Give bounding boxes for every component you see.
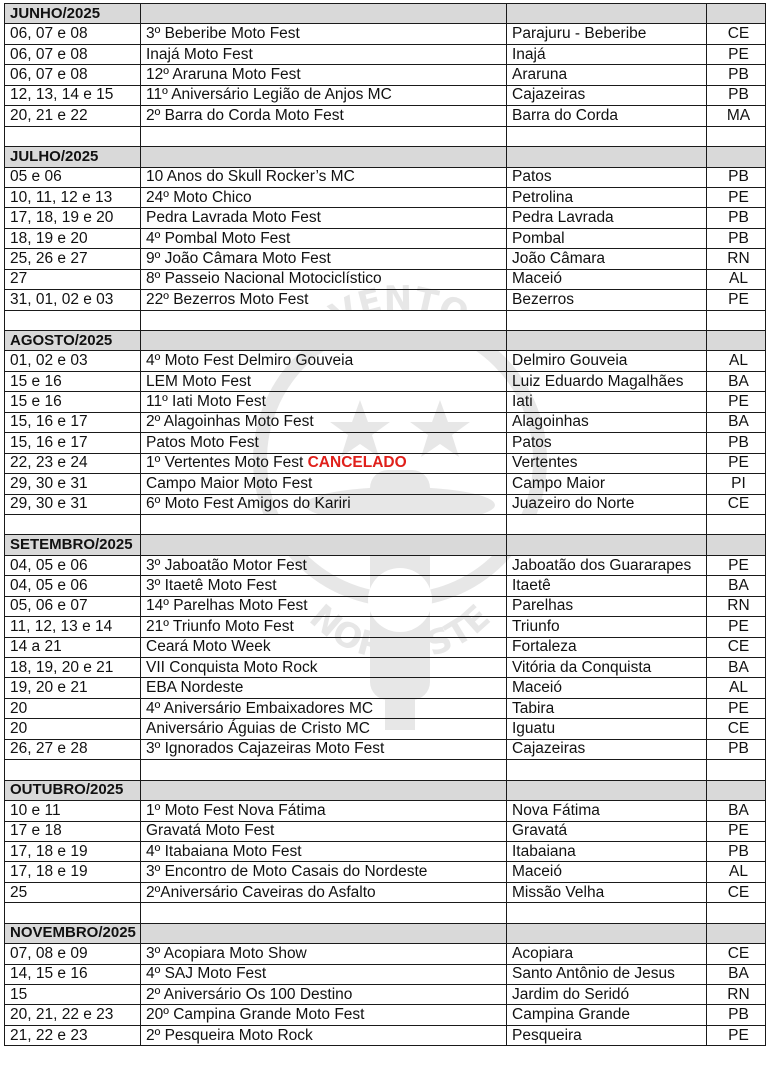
event-city: Pombal xyxy=(507,228,707,248)
event-date: 20, 21, 22 e 23 xyxy=(5,1005,141,1025)
month-title: SETEMBRO/2025 xyxy=(5,535,141,555)
event-name-cell xyxy=(141,985,507,1005)
event-date: 26, 27 e 28 xyxy=(5,739,141,759)
spacer-cell xyxy=(141,514,507,534)
event-date: 15, 16 e 17 xyxy=(5,412,141,432)
event-row xyxy=(5,617,766,637)
month-title: OUTUBRO/2025 xyxy=(5,780,141,800)
event-name: 4º Aniversário Embaixadores MC xyxy=(146,699,374,717)
event-row xyxy=(5,801,766,821)
spacer-cell xyxy=(5,903,141,923)
month-header-cell xyxy=(707,535,766,555)
event-name-cell xyxy=(141,412,507,432)
event-row xyxy=(5,269,766,289)
month-title: NOVEMBRO/2025 xyxy=(5,923,141,943)
event-row xyxy=(5,433,766,453)
event-state: PE xyxy=(707,290,766,310)
event-city: Fortaleza xyxy=(507,637,707,657)
spacer-cell xyxy=(141,760,507,780)
event-name: 3º Itaetê Moto Fest xyxy=(146,576,277,594)
event-row xyxy=(5,882,766,902)
events-schedule-table xyxy=(4,3,766,1046)
event-name: VII Conquista Moto Rock xyxy=(146,658,318,676)
event-date: 06, 07 e 08 xyxy=(5,44,141,64)
event-date: 05 e 06 xyxy=(5,167,141,187)
event-city: Patos xyxy=(507,167,707,187)
event-name-cell xyxy=(141,249,507,269)
event-date: 17, 18, 19 e 20 xyxy=(5,208,141,228)
month-header-row xyxy=(5,535,766,555)
event-name: 1º Moto Fest Nova Fátima xyxy=(146,801,326,819)
event-city: Jaboatão dos Guararapes xyxy=(507,555,707,575)
event-state: PB xyxy=(707,85,766,105)
event-date: 12, 13, 14 e 15 xyxy=(5,85,141,105)
event-state: AL xyxy=(707,862,766,882)
event-name-cell xyxy=(141,228,507,248)
event-state: BA xyxy=(707,658,766,678)
event-state: PE xyxy=(707,187,766,207)
event-name: 10 Anos do Skull Rocker’s MC xyxy=(146,168,355,186)
event-state: PB xyxy=(707,739,766,759)
event-name-cell xyxy=(141,617,507,637)
event-state: CE xyxy=(707,494,766,514)
event-state: PB xyxy=(707,433,766,453)
event-state: CE xyxy=(707,24,766,44)
event-name-cell xyxy=(141,65,507,85)
event-date: 14, 15 e 16 xyxy=(5,964,141,984)
event-city: Iguatu xyxy=(507,719,707,739)
event-state: BA xyxy=(707,576,766,596)
event-name: Ceará Moto Week xyxy=(146,638,271,656)
event-state: BA xyxy=(707,801,766,821)
event-name-cell xyxy=(141,269,507,289)
event-row xyxy=(5,985,766,1005)
event-city: Inajá xyxy=(507,44,707,64)
event-city: Santo Antônio de Jesus xyxy=(507,964,707,984)
event-city: Alagoinhas xyxy=(507,412,707,432)
event-row xyxy=(5,187,766,207)
event-state: AL xyxy=(707,678,766,698)
event-state: PE xyxy=(707,1025,766,1045)
event-row xyxy=(5,1005,766,1025)
event-date: 25 xyxy=(5,882,141,902)
spacer-cell xyxy=(141,310,507,330)
spacer-row xyxy=(5,903,766,923)
event-name: 11º Iati Moto Fest xyxy=(146,393,266,411)
event-city: Parelhas xyxy=(507,596,707,616)
event-city: Maceió xyxy=(507,269,707,289)
month-title: JULHO/2025 xyxy=(5,147,141,167)
event-name-cell xyxy=(141,24,507,44)
month-header-row xyxy=(5,923,766,943)
event-name: 8º Passeio Nacional Motociclístico xyxy=(146,270,382,288)
event-city: Iati xyxy=(507,392,707,412)
event-name-cell xyxy=(141,739,507,759)
month-header-cell xyxy=(507,535,707,555)
event-city: Vitória da Conquista xyxy=(507,658,707,678)
event-date: 27 xyxy=(5,269,141,289)
event-city: Juazeiro do Norte xyxy=(507,494,707,514)
spacer-row xyxy=(5,514,766,534)
event-city: Bezerros xyxy=(507,290,707,310)
event-row xyxy=(5,371,766,391)
event-row xyxy=(5,351,766,371)
spacer-cell xyxy=(707,126,766,146)
month-header-row xyxy=(5,780,766,800)
event-city: Barra do Corda xyxy=(507,106,707,126)
month-header-cell xyxy=(141,4,507,24)
event-name-cell xyxy=(141,882,507,902)
month-header-row xyxy=(5,4,766,24)
spacer-cell xyxy=(141,903,507,923)
month-header-cell xyxy=(707,147,766,167)
event-name-cell xyxy=(141,392,507,412)
event-name: 22º Bezerros Moto Fest xyxy=(146,290,309,308)
event-state: PE xyxy=(707,392,766,412)
event-row xyxy=(5,739,766,759)
month-header-cell xyxy=(707,780,766,800)
event-state: PB xyxy=(707,65,766,85)
event-date: 06, 07 e 08 xyxy=(5,24,141,44)
event-name: 2ºAniversário Caveiras do Asfalto xyxy=(146,883,376,901)
watermark-bottom-text: NORDESTE xyxy=(301,596,499,670)
event-city: Pedra Lavrada xyxy=(507,208,707,228)
event-name: 3º Ignorados Cajazeiras Moto Fest xyxy=(146,740,385,758)
event-city: Delmiro Gouveia xyxy=(507,351,707,371)
event-state: PE xyxy=(707,555,766,575)
event-name-cell xyxy=(141,576,507,596)
event-state: PB xyxy=(707,1005,766,1025)
event-name-cell xyxy=(141,187,507,207)
event-state: MA xyxy=(707,106,766,126)
event-date: 07, 08 e 09 xyxy=(5,944,141,964)
spacer-cell xyxy=(507,514,707,534)
event-row xyxy=(5,453,766,473)
event-date: 06, 07 e 08 xyxy=(5,65,141,85)
event-date: 20 xyxy=(5,698,141,718)
event-name: 3º Acopiara Moto Show xyxy=(146,944,307,962)
event-city: Vertentes xyxy=(507,453,707,473)
spacer-cell xyxy=(5,310,141,330)
event-row xyxy=(5,44,766,64)
event-date: 15, 16 e 17 xyxy=(5,433,141,453)
event-name: 2º Barra do Corda Moto Fest xyxy=(146,106,344,124)
event-state: CE xyxy=(707,719,766,739)
event-date: 10, 11, 12 e 13 xyxy=(5,187,141,207)
event-row xyxy=(5,474,766,494)
event-name-cell xyxy=(141,801,507,821)
event-row xyxy=(5,208,766,228)
month-header-cell xyxy=(141,780,507,800)
event-name: Campo Maior Moto Fest xyxy=(146,474,313,492)
cancelled-badge: CANCELADO xyxy=(307,454,407,472)
month-header-row xyxy=(5,147,766,167)
event-name: Gravatá Moto Fest xyxy=(146,822,275,840)
event-row xyxy=(5,167,766,187)
spacer-cell xyxy=(707,760,766,780)
event-name-cell xyxy=(141,841,507,861)
event-name: 3º Jaboatão Motor Fest xyxy=(146,556,307,574)
month-title: AGOSTO/2025 xyxy=(5,331,141,351)
event-name: 4º Moto Fest Delmiro Gouveia xyxy=(146,352,354,370)
event-date: 04, 05 e 06 xyxy=(5,555,141,575)
event-city: Maceió xyxy=(507,678,707,698)
event-name: 21º Triunfo Moto Fest xyxy=(146,617,294,635)
event-date: 20 xyxy=(5,719,141,739)
event-name: Aniversário Águias de Cristo MC xyxy=(146,720,370,738)
event-name: 11º Aniversário Legião de Anjos MC xyxy=(146,86,392,104)
event-date: 15 e 16 xyxy=(5,371,141,391)
event-date: 29, 30 e 31 xyxy=(5,494,141,514)
event-date: 11, 12, 13 e 14 xyxy=(5,617,141,637)
event-name-cell xyxy=(141,208,507,228)
event-row xyxy=(5,678,766,698)
event-name-cell xyxy=(141,433,507,453)
spacer-cell xyxy=(507,126,707,146)
event-row xyxy=(5,596,766,616)
event-date: 01, 02 e 03 xyxy=(5,351,141,371)
event-name-cell xyxy=(141,290,507,310)
event-city: Gravatá xyxy=(507,821,707,841)
event-date: 19, 20 e 21 xyxy=(5,678,141,698)
event-name: Pedra Lavrada Moto Fest xyxy=(146,209,321,227)
watermark-top-text: ENT xyxy=(353,278,442,326)
event-name-cell xyxy=(141,862,507,882)
event-date: 22, 23 e 24 xyxy=(5,453,141,473)
event-row xyxy=(5,944,766,964)
spacer-cell xyxy=(5,514,141,534)
month-header-cell xyxy=(707,4,766,24)
month-header-cell xyxy=(707,331,766,351)
event-name-cell xyxy=(141,698,507,718)
event-state: PB xyxy=(707,841,766,861)
event-name: 2º Alagoinhas Moto Fest xyxy=(146,413,314,431)
month-header-cell xyxy=(507,4,707,24)
event-row xyxy=(5,85,766,105)
month-header-cell xyxy=(707,923,766,943)
event-name: 4º Itabaiana Moto Fest xyxy=(146,842,302,860)
event-date: 18, 19, 20 e 21 xyxy=(5,658,141,678)
spacer-cell xyxy=(507,903,707,923)
event-name: 6º Moto Fest Amigos do Kariri xyxy=(146,495,351,513)
event-name: 14º Parelhas Moto Fest xyxy=(146,597,308,615)
event-state: RN xyxy=(707,596,766,616)
event-name-cell xyxy=(141,494,507,514)
event-name-cell xyxy=(141,44,507,64)
month-header-cell xyxy=(141,331,507,351)
event-date: 29, 30 e 31 xyxy=(5,474,141,494)
event-state: CE xyxy=(707,944,766,964)
event-state: PE xyxy=(707,821,766,841)
event-city: Nova Fátima xyxy=(507,801,707,821)
event-name: 24º Moto Chico xyxy=(146,188,252,206)
event-state: PB xyxy=(707,208,766,228)
event-name-cell xyxy=(141,371,507,391)
event-date: 18, 19 e 20 xyxy=(5,228,141,248)
spacer-cell xyxy=(507,760,707,780)
event-row xyxy=(5,412,766,432)
event-row xyxy=(5,719,766,739)
event-name: 4º SAJ Moto Fest xyxy=(146,965,267,983)
event-city: Missão Velha xyxy=(507,882,707,902)
event-name-cell xyxy=(141,453,507,473)
event-name-cell xyxy=(141,351,507,371)
month-header-cell xyxy=(507,923,707,943)
month-title: JUNHO/2025 xyxy=(5,4,141,24)
event-row xyxy=(5,658,766,678)
spacer-cell xyxy=(707,903,766,923)
event-name: Inajá Moto Fest xyxy=(146,45,253,63)
event-name: 2º Aniversário Os 100 Destino xyxy=(146,985,353,1003)
spacer-row xyxy=(5,126,766,146)
spacer-cell xyxy=(507,310,707,330)
event-row xyxy=(5,964,766,984)
event-state: PB xyxy=(707,228,766,248)
event-name-cell xyxy=(141,719,507,739)
event-name-cell xyxy=(141,106,507,126)
event-row xyxy=(5,637,766,657)
event-date: 10 e 11 xyxy=(5,801,141,821)
event-row xyxy=(5,392,766,412)
event-row xyxy=(5,494,766,514)
event-name: Patos Moto Fest xyxy=(146,433,259,451)
event-name-cell xyxy=(141,944,507,964)
event-city: João Câmara xyxy=(507,249,707,269)
event-city: Araruna xyxy=(507,65,707,85)
event-row xyxy=(5,555,766,575)
event-city: Campo Maior xyxy=(507,474,707,494)
event-city: Itabaiana xyxy=(507,841,707,861)
event-name: 9º João Câmara Moto Fest xyxy=(146,249,331,267)
spacer-cell xyxy=(707,310,766,330)
spacer-cell xyxy=(5,126,141,146)
event-city: Luiz Eduardo Magalhães xyxy=(507,371,707,391)
spacer-cell xyxy=(5,760,141,780)
event-date: 20, 21 e 22 xyxy=(5,106,141,126)
month-header-cell xyxy=(141,147,507,167)
event-date: 17, 18 e 19 xyxy=(5,841,141,861)
event-name: 2º Pesqueira Moto Rock xyxy=(146,1026,313,1044)
month-header-cell xyxy=(141,535,507,555)
spacer-row xyxy=(5,760,766,780)
event-row xyxy=(5,290,766,310)
event-city: Campina Grande xyxy=(507,1005,707,1025)
event-row xyxy=(5,862,766,882)
event-name-cell xyxy=(141,474,507,494)
spacer-row xyxy=(5,310,766,330)
event-city: Tabira xyxy=(507,698,707,718)
event-name-cell xyxy=(141,167,507,187)
event-state: BA xyxy=(707,412,766,432)
event-state: AL xyxy=(707,269,766,289)
event-city: Maceió xyxy=(507,862,707,882)
event-date: 31, 01, 02 e 03 xyxy=(5,290,141,310)
event-date: 14 a 21 xyxy=(5,637,141,657)
event-name-cell xyxy=(141,85,507,105)
event-state: CE xyxy=(707,882,766,902)
event-name-cell xyxy=(141,964,507,984)
event-state: CE xyxy=(707,637,766,657)
event-state: PE xyxy=(707,698,766,718)
event-city: Jardim do Seridó xyxy=(507,985,707,1005)
event-row xyxy=(5,228,766,248)
event-date: 25, 26 e 27 xyxy=(5,249,141,269)
month-header-cell xyxy=(141,923,507,943)
event-row xyxy=(5,698,766,718)
month-header-cell xyxy=(507,331,707,351)
event-date: 17, 18 e 19 xyxy=(5,862,141,882)
event-date: 15 xyxy=(5,985,141,1005)
event-name: 12º Araruna Moto Fest xyxy=(146,66,301,84)
event-name-cell xyxy=(141,658,507,678)
event-state: BA xyxy=(707,371,766,391)
event-city: Acopiara xyxy=(507,944,707,964)
event-name-cell xyxy=(141,1025,507,1045)
event-city: Patos xyxy=(507,433,707,453)
event-name-cell xyxy=(141,821,507,841)
event-city: Itaetê xyxy=(507,576,707,596)
event-row xyxy=(5,841,766,861)
event-name: 3º Encontro de Moto Casais do Nordeste xyxy=(146,863,428,881)
event-city: Parajuru - Beberibe xyxy=(507,24,707,44)
month-header-row xyxy=(5,331,766,351)
event-date: 21, 22 e 23 xyxy=(5,1025,141,1045)
event-name: 20º Campina Grande Moto Fest xyxy=(146,1006,365,1024)
event-name-cell xyxy=(141,555,507,575)
event-city: Cajazeiras xyxy=(507,85,707,105)
event-row xyxy=(5,106,766,126)
event-name: 4º Pombal Moto Fest xyxy=(146,229,291,247)
event-state: PB xyxy=(707,167,766,187)
event-name: EBA Nordeste xyxy=(146,679,244,697)
event-name-cell xyxy=(141,678,507,698)
spacer-cell xyxy=(141,126,507,146)
event-city: Triunfo xyxy=(507,617,707,637)
event-date: 04, 05 e 06 xyxy=(5,576,141,596)
event-state: PE xyxy=(707,453,766,473)
event-state: PE xyxy=(707,617,766,637)
event-state: BA xyxy=(707,964,766,984)
event-row xyxy=(5,576,766,596)
event-city: Petrolina xyxy=(507,187,707,207)
event-date: 15 e 16 xyxy=(5,392,141,412)
event-row xyxy=(5,65,766,85)
event-state: RN xyxy=(707,985,766,1005)
event-name-cell xyxy=(141,596,507,616)
event-row xyxy=(5,1025,766,1045)
event-state: RN xyxy=(707,249,766,269)
event-name: LEM Moto Fest xyxy=(146,372,252,390)
event-date: 05, 06 e 07 xyxy=(5,596,141,616)
event-state: PE xyxy=(707,44,766,64)
event-city: Pesqueira xyxy=(507,1025,707,1045)
event-state: AL xyxy=(707,351,766,371)
spacer-cell xyxy=(707,514,766,534)
event-name: 1º Vertentes Moto Fest xyxy=(146,454,304,472)
event-state: PI xyxy=(707,474,766,494)
event-name-cell xyxy=(141,1005,507,1025)
event-row xyxy=(5,249,766,269)
month-header-cell xyxy=(507,780,707,800)
event-city: Cajazeiras xyxy=(507,739,707,759)
event-name: 3º Beberibe Moto Fest xyxy=(146,25,300,43)
event-name-cell xyxy=(141,637,507,657)
month-header-cell xyxy=(507,147,707,167)
event-date: 17 e 18 xyxy=(5,821,141,841)
event-row xyxy=(5,821,766,841)
event-row xyxy=(5,24,766,44)
